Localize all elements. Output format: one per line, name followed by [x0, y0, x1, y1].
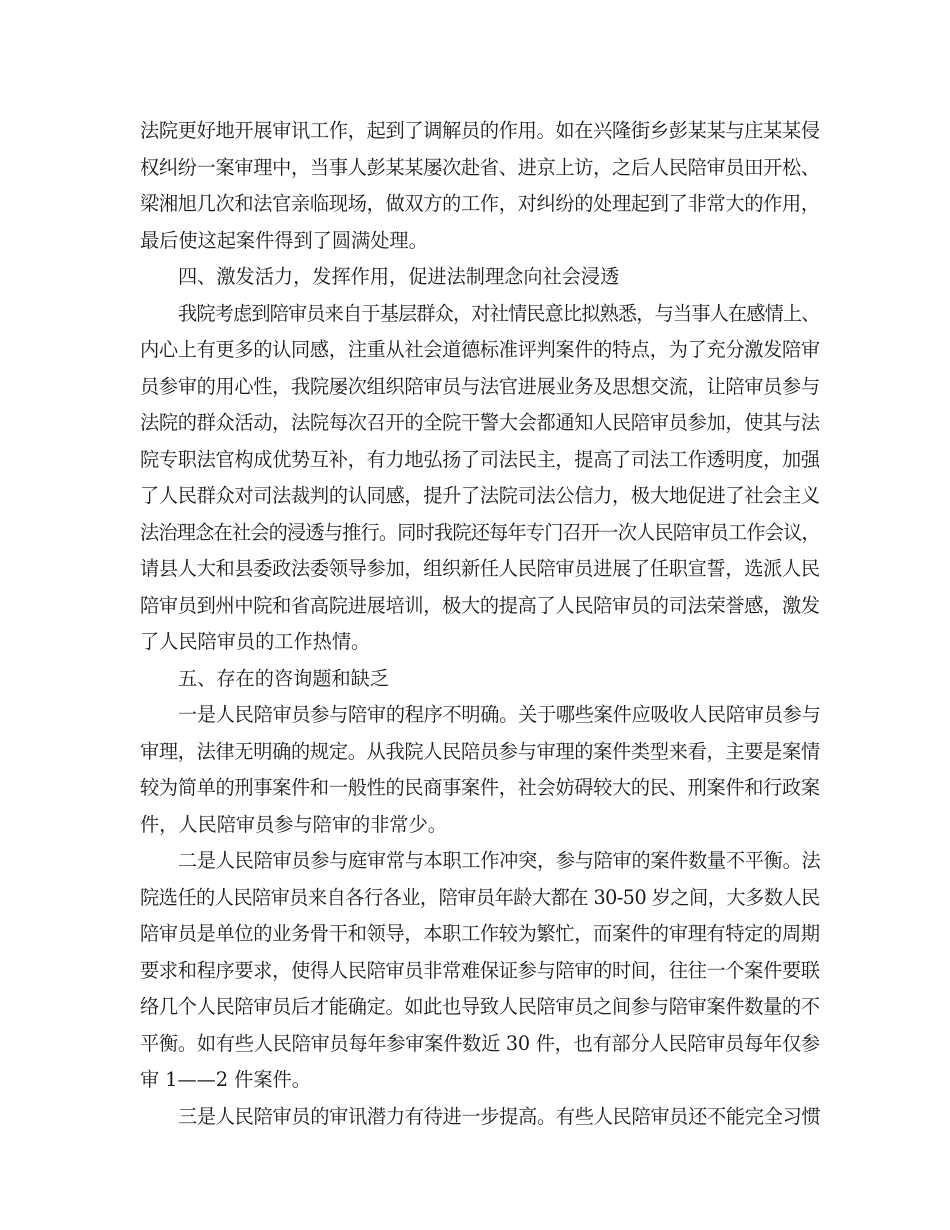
text-line: 院专职法官构成优势互补，有力地弘扬了司法民主，提高了司法工作透明度，加强 [140, 447, 820, 471]
text-line: 梁湘旭几次和法官亲临现场，做双方的工作，对纠纷的处理起到了非常大的作用， [140, 192, 820, 215]
text-line: 审理，法律无明确的规定。从我院人民陪员参与审理的案件类型来看，主要是案情 [140, 739, 820, 763]
text-line: 陪审员是单位的业务骨干和领导，本职工作较为繁忙，而案件的审理有特定的周期 [140, 922, 820, 945]
text-line: 四、激发活力，发挥作用，促进法制理念向社会浸透 [178, 265, 620, 288]
text-line: 件，人民陪审员参与陪审的非常少。 [140, 812, 447, 836]
text-line: 法治理念在社会的浸透与推行。同时我院还每年专门召开一次人民陪审员工作会议， [140, 520, 820, 544]
text-line: 我院考虑到陪审员来自于基层群众，对社情民意比拟熟悉，与当事人在感情上、 [178, 301, 820, 325]
text-line: 三是人民陪审员的审讯潜力有待进一步提高。有些人民陪审员还不能完全习惯 [178, 1104, 821, 1128]
text-line: 二是人民陪审员参与庭审常与本职工作冲突，参与陪审的案件数量不平衡。法 [178, 849, 821, 872]
text-line: 络几个人民陪审员后才能确定。如此也导致人民陪审员之间参与陪审案件数量的不 [140, 995, 820, 1018]
text-line: 法院更好地开展审讯工作，起到了调解员的作用。如在兴隆街乡彭某某与庄某某侵 [140, 119, 820, 142]
body-text [140, 113, 820, 1135]
text-line: 最后使这起案件得到了圆满处理。 [140, 228, 428, 252]
text-line: 平衡。如有些人民陪审员每年参审案件数近 30 件，也有部分人民陪审员每年仅参 [140, 1031, 820, 1055]
text-line: 陪审员到州中院和省高院进展培训，极大的提高了人民陪审员的司法荣誉感，激发 [140, 593, 820, 617]
text-line: 审 1——2 件案件。 [140, 1068, 311, 1091]
text-line: 较为简单的刑事案件和一般性的民商事案件，社会妨碍较大的民、刑案件和行政案 [140, 776, 820, 799]
text-line: 权纠纷一案审理中，当事人彭某某屡次赴省、进京上访，之后人民陪审员田开松、 [140, 155, 820, 179]
text-line: 员参审的用心性，我院屡次组织陪审员与法官进展业务及思想交流，让陪审员参与 [140, 374, 820, 398]
text-line: 请县人大和县委政法委领导参加，组织新任人民陪审员进展了任职宣誓，选派人民 [140, 557, 820, 580]
text-line: 一是人民陪审员参与陪审的程序不明确。关于哪些案件应吸收人民陪审员参与 [178, 703, 821, 726]
text-line: 五、存在的咨询题和缺乏 [178, 666, 390, 690]
text-line: 法院的群众活动，法院每次召开的全院干警大会都通知人民陪审员参加，使其与法 [140, 411, 820, 434]
text-line: 内心上有更多的认同感，注重从社会道德标准评判案件的特点，为了充分激发陪审 [140, 338, 820, 361]
text-line: 了人民群众对司法裁判的认同感，提升了法院司法公信力，极大地促进了社会主义 [140, 484, 820, 507]
text-line: 了人民陪审员的工作热情。 [140, 630, 371, 653]
text-line: 要求和程序要求，使得人民陪审员非常难保证参与陪审的时间，往往一个案件要联 [140, 958, 820, 982]
text-line: 院选任的人民陪审员来自各行各业，陪审员年龄大都在 30-50 岁之间，大多数人民 [140, 885, 820, 909]
